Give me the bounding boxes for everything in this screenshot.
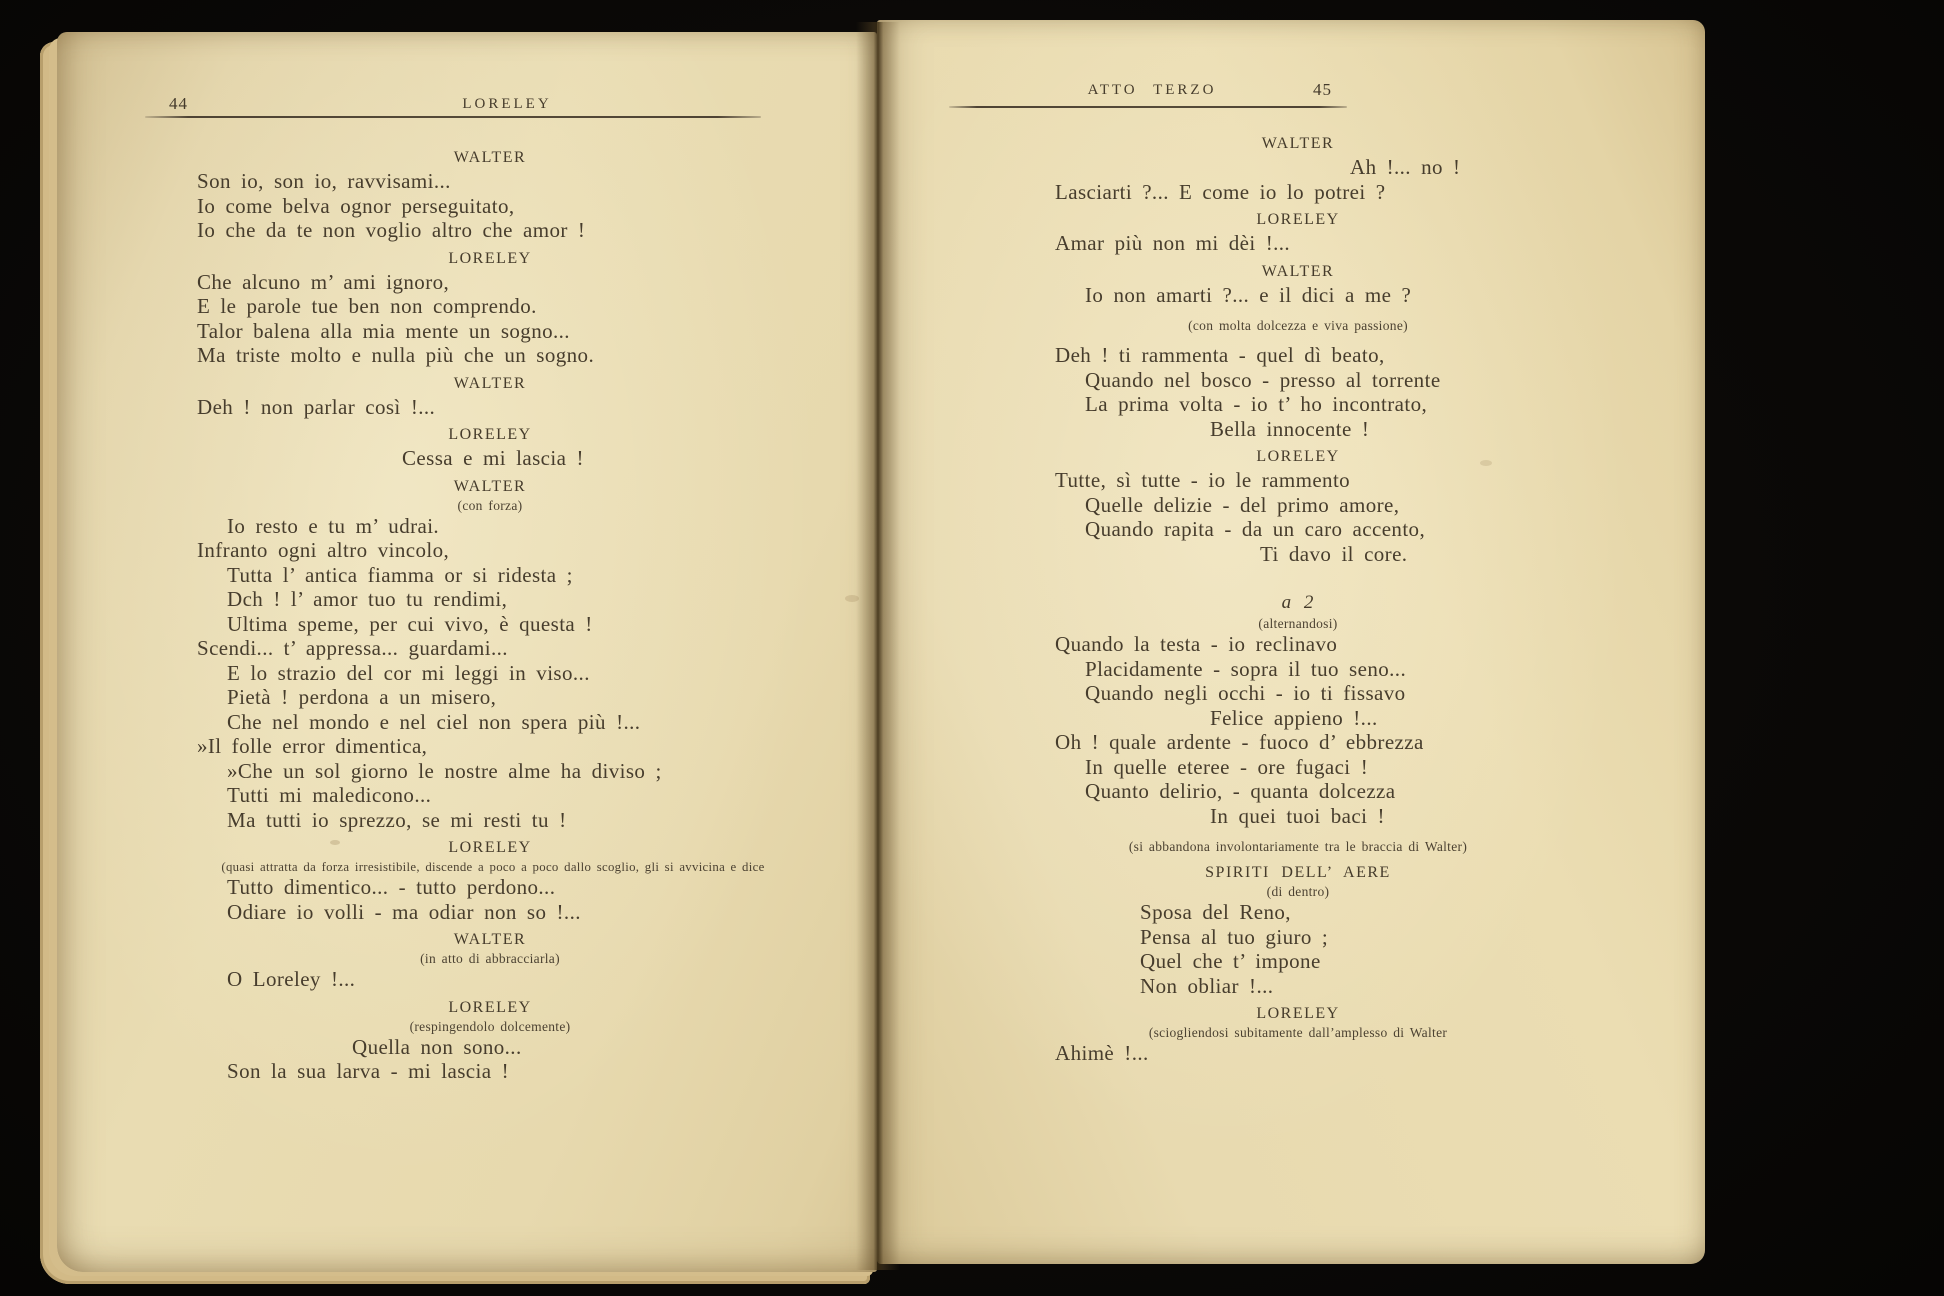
verse-line: Cessa e mi lascia ! xyxy=(402,446,584,470)
stage-direction: (con molta dolcezza e viva passione) xyxy=(1188,318,1408,333)
page-number-right: 45 xyxy=(1313,80,1332,99)
verse-line: Ah !... no ! xyxy=(1350,155,1461,179)
libretto-text-right xyxy=(1055,128,1541,1066)
verse-line: Quando la testa - io reclinavo xyxy=(1055,632,1338,656)
right-page xyxy=(877,20,1705,1264)
speaker-heading: LORELEY xyxy=(448,998,532,1016)
verse-line: Pietà ! perdona a un misero, xyxy=(227,685,497,709)
verse-line: Tutto dimentico... - tutto perdono... xyxy=(227,875,556,899)
speaker-heading: WALTER xyxy=(453,477,527,495)
verse-line: Bella innocente ! xyxy=(1210,416,1370,441)
stage-direction: (sciogliendosi subitamente dall’amplesso di Walter xyxy=(1148,1025,1448,1040)
verse-line: Placidamente - sopra il tuo seno... xyxy=(1085,656,1407,681)
verse-line: Quando rapita - da un caro accento, xyxy=(1085,517,1426,541)
verse-line: Quella non sono... xyxy=(352,1034,522,1059)
running-title-right: ATTO TERZO xyxy=(1087,82,1217,98)
stage-direction: (si abbandona involontariamente tra le braccia di Walter) xyxy=(1128,839,1468,854)
speaker-heading: WALTER xyxy=(1261,262,1335,280)
verse-line: Che alcuno m’ ami ignoro, xyxy=(197,269,450,294)
speaker-heading: SPIRITI DELL’ AERE xyxy=(1205,864,1391,881)
verse-line: E lo strazio del cor mi leggi in viso... xyxy=(227,660,590,685)
page-number-left: 44 xyxy=(169,94,188,113)
speaker-heading: LORELEY xyxy=(1256,448,1340,465)
verse-line: Son la sua larva - mi lascia ! xyxy=(227,1059,510,1083)
verse-line: Quanto delirio, - quanta dolcezza xyxy=(1085,779,1396,803)
verse-line: Odiare io volli - ma odiar non so !... xyxy=(227,899,581,924)
verse-line: Deh ! non parlar così !... xyxy=(197,394,436,419)
speaker-heading: WALTER xyxy=(453,931,527,948)
verse-line: Dch ! l’ amor tuo tu rendimi, xyxy=(227,587,508,611)
speaker-heading: LORELEY xyxy=(448,839,532,856)
verse-line: »Il folle error dimentica, xyxy=(197,734,428,758)
verse-line: Io che da te non voglio altro che amor ! xyxy=(197,218,586,242)
verse-line: Tutti mi maledicono... xyxy=(227,783,432,807)
speaker-heading: LORELEY xyxy=(1256,211,1340,228)
stage-direction: (respingendolo dolcemente) xyxy=(409,1018,571,1034)
verse-line: Amar più non mi dèi !... xyxy=(1055,231,1291,255)
verse-line: Tutte, sì tutte - io le rammento xyxy=(1055,468,1351,492)
stage-direction: (con forza) xyxy=(457,497,523,513)
speaker-heading: a 2 xyxy=(1281,592,1315,613)
speaker-heading: LORELEY xyxy=(448,249,532,267)
speaker-heading: WALTER xyxy=(453,149,527,166)
running-title-left: LORELEY xyxy=(462,96,552,112)
verse-line: Oh ! quale ardente - fuoco d’ ebbrezza xyxy=(1055,730,1424,754)
verse-line: Felice appieno !... xyxy=(1210,705,1378,730)
speaker-heading: LORELEY xyxy=(448,426,532,443)
verse-line: Quelle delizie - del primo amore, xyxy=(1085,492,1400,517)
verse-line: Tutta l’ antica fiamma or si ridesta ; xyxy=(227,562,573,587)
verse-line: Sposa del Reno, xyxy=(1140,900,1291,924)
verse-line: Io non amarti ?... e il dici a me ? xyxy=(1085,282,1412,307)
verse-line: »Che un sol giorno le nostre alme ha diviso ; xyxy=(227,758,662,783)
verse-line: Ahimè !... xyxy=(1055,1041,1149,1065)
verse-line: Infranto ogni altro vincolo, xyxy=(197,538,450,562)
verse-line: Non obliar !... xyxy=(1140,973,1274,998)
verse-line: Quando nel bosco - presso al torrente xyxy=(1085,367,1441,392)
verse-line: Io resto e tu m’ udrai. xyxy=(227,513,440,538)
verse-line: E le parole tue ben non comprendo. xyxy=(197,294,537,318)
verse-line: In quelle eteree - ore fugaci ! xyxy=(1085,754,1369,779)
stage-direction: (di dentro) xyxy=(1266,884,1330,899)
verse-line: Ultima speme, per cui vivo, è questa ! xyxy=(227,611,593,636)
verse-line: Deh ! ti rammenta - quel dì beato, xyxy=(1055,343,1385,367)
verse-line: Ma triste molto e nulla più che un sogno. xyxy=(197,343,595,367)
verse-line: La prima volta - io t’ ho incontrato, xyxy=(1085,392,1428,416)
verse-line: Ma tutti io sprezzo, se mi resti tu ! xyxy=(227,807,567,832)
verse-line: Quando negli occhi - io ti fissavo xyxy=(1085,681,1406,705)
left-page xyxy=(57,32,877,1272)
verse-line: Pensa al tuo giuro ; xyxy=(1140,924,1329,949)
header-rule-right xyxy=(949,106,1347,108)
verse-line: Quel che t’ impone xyxy=(1140,949,1321,973)
stage-direction: (in atto di abbracciarla) xyxy=(420,951,560,966)
speaker-heading: LORELEY xyxy=(1256,1005,1340,1022)
speaker-heading: WALTER xyxy=(1261,135,1335,152)
verse-line: Son io, son io, ravvisami... xyxy=(197,169,451,193)
stage-direction: (quasi attratta da forza irresistibile, discende a poco a poco dallo scoglio, gli si avvicina e dice xyxy=(221,860,765,874)
verse-line: Ti davo il core. xyxy=(1260,541,1408,566)
stage-direction: (alternandosi) xyxy=(1258,616,1338,631)
verse-line: O Loreley !... xyxy=(227,967,356,991)
verse-line: Lasciarti ?... E come io lo potrei ? xyxy=(1055,179,1386,204)
verse-line: In quei tuoi baci ! xyxy=(1210,803,1385,828)
verse-line: Che nel mondo e nel ciel non spera più !... xyxy=(227,709,641,734)
verse-line: Io come belva ognor perseguitato, xyxy=(197,193,515,218)
libretto-text-left xyxy=(197,142,783,1084)
verse-line: Talor balena alla mia mente un sogno... xyxy=(197,318,570,343)
header-rule-left xyxy=(145,116,761,118)
speaker-heading: WALTER xyxy=(453,374,527,392)
verse-line: Scendi... t’ appressa... guardami... xyxy=(197,636,508,660)
